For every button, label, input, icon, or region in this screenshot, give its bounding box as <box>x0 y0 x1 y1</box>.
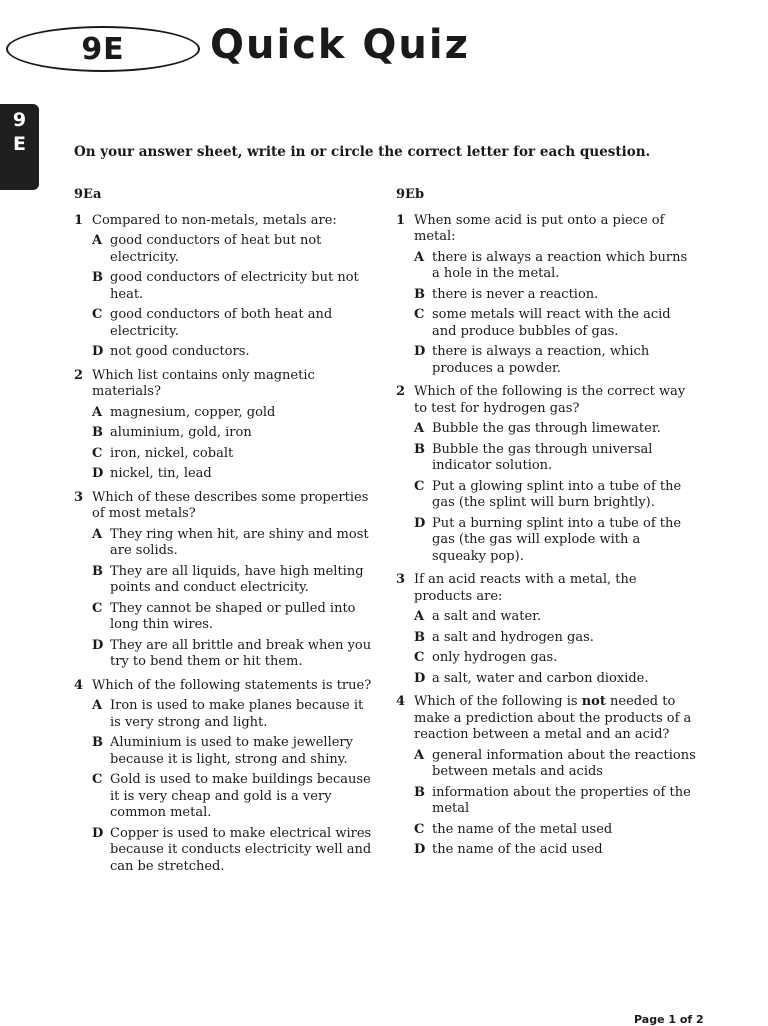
answer-option[interactable] <box>92 527 374 560</box>
answer-option[interactable] <box>414 785 696 818</box>
option-letter: A <box>92 233 103 248</box>
option-letter: A <box>414 747 425 763</box>
option-letter: A <box>92 698 103 713</box>
quiz-code-badge <box>6 26 200 72</box>
option-text: They ring when hit, are shiny and most are solids. <box>110 526 369 558</box>
answer-option[interactable] <box>92 425 374 442</box>
question-text: Which of the following is the correct way to test for hydrogen gas? <box>414 384 686 416</box>
option-letter: C <box>92 600 103 616</box>
answer-option[interactable] <box>92 772 374 822</box>
option-text: They cannot be shaped or pulled into long thin wires. <box>110 600 356 632</box>
option-text: nickel, tin, lead <box>110 466 212 481</box>
question-emphasis: not <box>581 694 606 709</box>
answer-option[interactable] <box>414 842 696 859</box>
option-text: magnesium, copper, gold <box>110 404 276 420</box>
answer-option[interactable] <box>92 307 374 340</box>
option-text: the name of the metal used <box>432 821 613 837</box>
answer-option[interactable] <box>92 446 374 463</box>
answer-option[interactable] <box>92 564 374 597</box>
option-letter: D <box>92 466 104 481</box>
answer-option[interactable] <box>414 307 696 340</box>
option-letter: D <box>414 344 426 359</box>
option-letter: D <box>92 825 104 841</box>
option-text: the name of the acid used <box>432 842 603 857</box>
question-9ea-1 <box>74 213 374 361</box>
question-text-part: needed to make a prediction about the products of a reaction between a metal and an acid? <box>414 694 692 742</box>
question-number: 4 <box>74 677 84 693</box>
option-letter: C <box>414 650 425 665</box>
answer-option[interactable] <box>92 638 374 671</box>
option-text: Put a burning splint into a tube of the gas (the gas will explode with a squeaky pop). <box>432 515 682 564</box>
option-text: Copper is used to make electrical wires because it conducts electricity well and can be stretched. <box>110 825 372 874</box>
option-letter: B <box>414 286 425 302</box>
section-9eb <box>396 187 696 866</box>
option-text: Bubble the gas through limewater. <box>432 421 661 436</box>
option-text: there is always a reaction which burns a hole in the metal. <box>432 249 688 281</box>
section-label: 9Ea <box>74 187 102 202</box>
option-letter: D <box>414 670 426 686</box>
answer-option[interactable] <box>92 735 374 768</box>
question-9eb-4 <box>396 694 696 859</box>
answer-option[interactable] <box>92 270 374 303</box>
question-9ea-3 <box>74 490 374 671</box>
question-9eb-2 <box>396 384 696 565</box>
option-text: aluminium, gold, iron <box>110 425 252 440</box>
question-number: 4 <box>396 694 406 709</box>
answer-option[interactable] <box>92 826 374 876</box>
question-number: 1 <box>74 212 84 228</box>
option-letter: C <box>92 307 103 322</box>
option-letter: A <box>92 404 103 420</box>
option-text: there is never a reaction. <box>432 286 599 302</box>
option-letter: B <box>414 441 425 457</box>
question-9ea-4 <box>74 678 374 876</box>
option-letter: A <box>414 421 425 436</box>
question-number: 3 <box>74 489 84 505</box>
section-9ea <box>74 187 374 882</box>
option-text: They are all liquids, have high melting points and conduct electricity. <box>110 563 364 595</box>
option-text: Aluminium is used to make jewellery because it is light, strong and shiny. <box>110 735 353 767</box>
page-title: Quick Quiz <box>210 22 470 68</box>
option-letter: B <box>414 784 425 800</box>
answer-option[interactable] <box>414 479 696 512</box>
option-letter: A <box>92 526 103 542</box>
option-text: Put a glowing splint into a tube of the gas (the splint will burn brightly). <box>432 478 682 510</box>
answer-option[interactable] <box>414 822 696 839</box>
question-9ea-2 <box>74 368 374 483</box>
answer-option[interactable] <box>414 671 696 688</box>
question-9eb-1 <box>396 213 696 378</box>
instructions: On your answer sheet, write in or circle the correct letter for each question. <box>74 144 651 160</box>
option-text: a salt and hydrogen gas. <box>432 629 594 645</box>
answer-option[interactable] <box>92 601 374 634</box>
option-letter: B <box>92 735 103 750</box>
answer-option[interactable] <box>414 609 696 626</box>
option-letter: B <box>92 425 103 440</box>
question-text: When some acid is put onto a piece of metal: <box>414 212 665 244</box>
option-letter: B <box>414 629 425 645</box>
answer-option[interactable] <box>92 344 374 361</box>
option-letter: C <box>92 445 103 461</box>
answer-option[interactable] <box>92 466 374 483</box>
section-label: 9Eb <box>396 187 425 202</box>
option-text: information about the properties of the metal <box>432 784 691 816</box>
answer-option[interactable] <box>414 630 696 647</box>
question-9eb-3 <box>396 572 696 687</box>
option-text: Bubble the gas through universal indicator solution. <box>432 441 653 473</box>
option-text: not good conductors. <box>110 344 250 359</box>
option-text: good conductors of electricity but not heat. <box>110 270 359 302</box>
page-number: Page 1 of 2 <box>634 1013 704 1026</box>
question-text: Which list contains only magnetic materials? <box>92 367 315 399</box>
option-letter: D <box>414 842 426 857</box>
question-number: 2 <box>396 384 406 399</box>
answer-option[interactable] <box>414 250 696 283</box>
option-text: iron, nickel, cobalt <box>110 445 234 461</box>
option-text: general information about the reactions between metals and acids <box>432 747 696 779</box>
option-text: good conductors of heat but not electricity. <box>110 233 322 265</box>
option-text: They are all brittle and break when you try to bend them or hit them. <box>110 637 372 669</box>
question-text <box>414 694 696 744</box>
option-text: only hydrogen gas. <box>432 650 558 665</box>
answer-option[interactable] <box>414 442 696 475</box>
option-letter: C <box>414 307 425 322</box>
option-letter: C <box>92 772 103 787</box>
side-tab-letter: E <box>13 133 26 155</box>
option-text: a salt, water and carbon dioxide. <box>432 670 649 686</box>
question-number: 1 <box>396 212 406 228</box>
question-text: Which of these describes some properties of most metals? <box>92 489 369 521</box>
question-number: 2 <box>74 367 84 383</box>
option-letter: C <box>414 478 425 494</box>
option-text: a salt and water. <box>432 609 542 624</box>
answer-option[interactable] <box>414 516 696 566</box>
answer-option[interactable] <box>92 233 374 266</box>
answer-option[interactable] <box>414 287 696 304</box>
answer-option[interactable] <box>414 344 696 377</box>
option-text: good conductors of both heat and electricity. <box>110 307 333 339</box>
option-letter: A <box>414 609 425 624</box>
quiz-code: 9E <box>81 31 125 67</box>
question-number: 3 <box>396 572 406 587</box>
answer-option[interactable] <box>92 698 374 731</box>
option-text: Gold is used to make buildings because it is very cheap and gold is a very common metal. <box>110 772 371 820</box>
option-text: there is always a reaction, which produces a powder. <box>432 344 650 376</box>
option-text: some metals will react with the acid and produce bubbles of gas. <box>432 307 671 339</box>
answer-option[interactable] <box>414 650 696 667</box>
question-text: Which of the following statements is true? <box>92 677 372 693</box>
question-text: If an acid reacts with a metal, the products are: <box>414 572 637 604</box>
answer-option[interactable] <box>414 421 696 438</box>
option-letter: C <box>414 821 425 837</box>
option-letter: B <box>92 270 103 285</box>
option-text: Iron is used to make planes because it is very strong and light. <box>110 698 364 730</box>
option-letter: A <box>414 249 425 265</box>
side-tab <box>0 104 39 190</box>
option-letter: D <box>92 637 104 653</box>
option-letter: B <box>92 563 103 579</box>
question-text: Compared to non-metals, metals are: <box>92 212 337 228</box>
side-tab-number: 9 <box>12 109 27 131</box>
answer-option[interactable] <box>92 405 374 422</box>
answer-option[interactable] <box>414 748 696 781</box>
option-letter: D <box>414 515 426 531</box>
question-text-part: Which of the following is <box>414 694 582 709</box>
option-letter: D <box>92 344 104 359</box>
